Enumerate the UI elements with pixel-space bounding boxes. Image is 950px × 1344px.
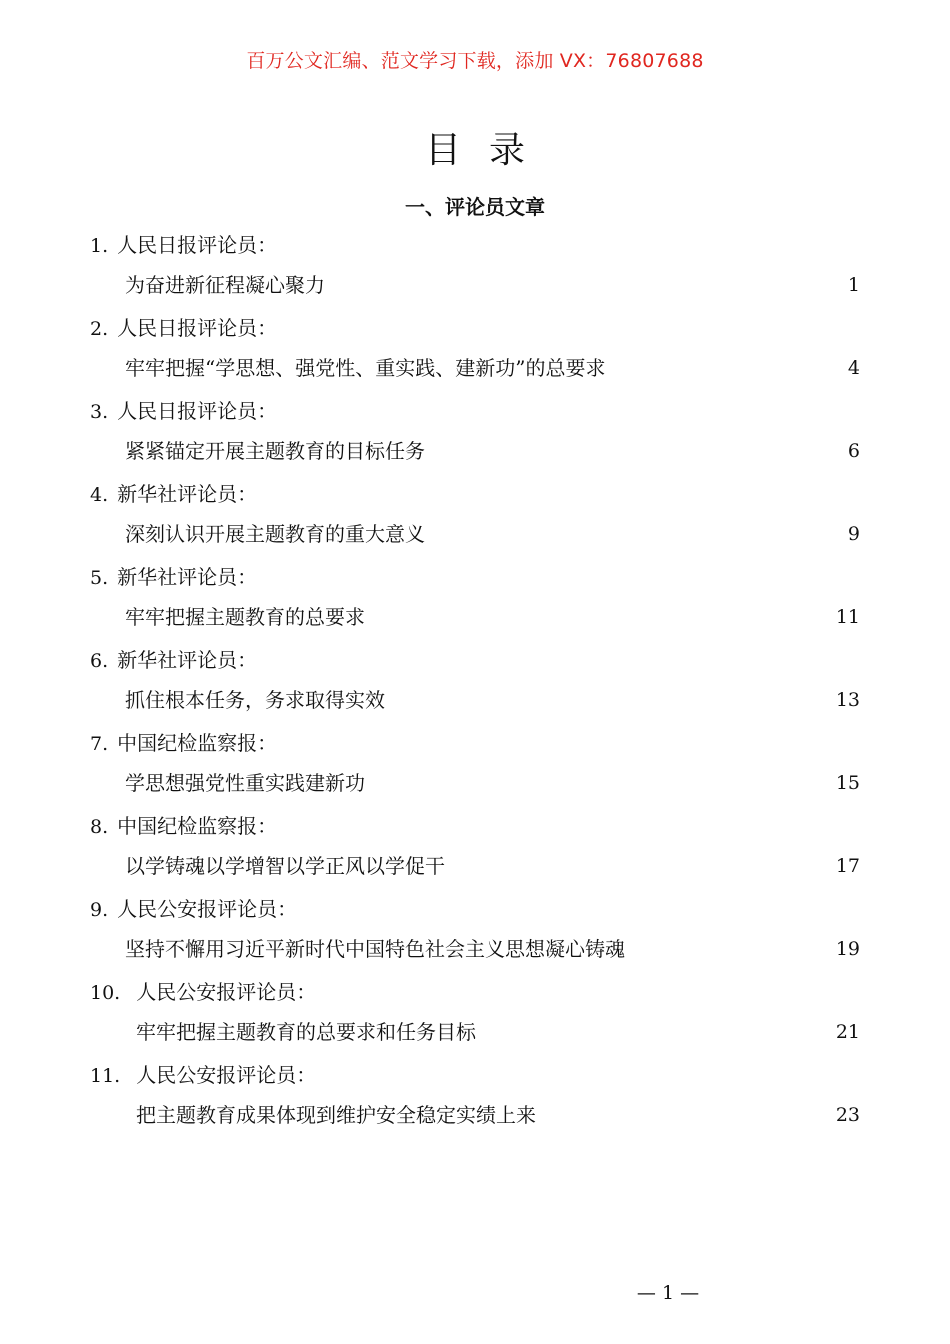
entry-source: 新华社评论员： xyxy=(117,648,258,672)
entry-title-line[interactable] xyxy=(125,682,860,718)
entry-title-line[interactable] xyxy=(125,516,860,552)
entry-source: 人民公安报评论员： xyxy=(136,980,317,1004)
document-title: 目录 xyxy=(424,130,553,171)
entry-number: 6. xyxy=(90,650,109,672)
entry-title-line[interactable] xyxy=(125,848,860,884)
toc-entry-5 xyxy=(0,559,950,642)
entry-source: 新华社评论员： xyxy=(117,482,258,506)
toc-entry-6 xyxy=(0,642,950,725)
entry-number: 11. xyxy=(90,1065,121,1087)
entry-title: 抓住根本任务，务求取得实效 xyxy=(125,688,385,712)
entry-number: 10. xyxy=(90,982,121,1004)
entry-title: 牢牢把握“学思想、强党性、重实践、建新功”的总要求 xyxy=(125,356,606,380)
entry-source-line xyxy=(90,310,277,346)
entry-page-number: 4 xyxy=(847,357,860,379)
entry-title: 学思想强党性重实践建新功 xyxy=(125,771,365,795)
entry-page-number: 21 xyxy=(835,1021,860,1043)
toc-entry-8 xyxy=(0,808,950,891)
entry-source-line xyxy=(90,1057,316,1093)
entry-title: 牢牢把握主题教育的总要求 xyxy=(125,605,365,629)
entry-page-number: 15 xyxy=(835,772,860,794)
toc-entry-1 xyxy=(0,227,950,310)
entry-page-number: 23 xyxy=(835,1104,860,1126)
entry-page-number: 6 xyxy=(847,440,860,462)
entry-source: 人民公安报评论员： xyxy=(117,897,298,921)
entry-page-number: 19 xyxy=(835,938,860,960)
entry-page-number: 17 xyxy=(835,855,860,877)
entry-title-line[interactable] xyxy=(125,267,860,303)
entry-number: 9. xyxy=(90,899,109,921)
toc-entry-3 xyxy=(0,393,950,476)
entry-title: 把主题教育成果体现到维护安全稳定实绩上来 xyxy=(136,1103,536,1127)
entry-source-line xyxy=(90,642,257,678)
toc-entry-2 xyxy=(0,310,950,393)
entry-source: 中国纪检监察报： xyxy=(117,814,278,838)
entry-page-number: 1 xyxy=(847,274,860,296)
entry-source-line xyxy=(90,725,277,761)
entry-source: 人民日报评论员： xyxy=(117,233,278,257)
entry-page-number: 11 xyxy=(835,606,860,628)
entry-title: 深刻认识开展主题教育的重大意义 xyxy=(125,522,425,546)
entry-source: 中国纪检监察报： xyxy=(117,731,278,755)
entry-page-number: 9 xyxy=(847,523,860,545)
entry-title: 以学铸魂以学增智以学正风以学促干 xyxy=(125,854,445,878)
entry-title-line[interactable] xyxy=(136,1014,860,1050)
entry-number: 2. xyxy=(90,318,109,340)
entry-number: 3. xyxy=(90,401,109,423)
entry-number: 4. xyxy=(90,484,109,506)
watermark-header: 百万公文汇编、范文学习下载，添加 VX：76807688 xyxy=(246,50,704,72)
entry-source: 人民日报评论员： xyxy=(117,399,278,423)
entry-title-line[interactable] xyxy=(125,350,860,386)
entry-number: 8. xyxy=(90,816,109,838)
toc-entry-11 xyxy=(0,1057,950,1140)
entry-source: 人民日报评论员： xyxy=(117,316,278,340)
entry-source-line xyxy=(90,808,277,844)
table-of-contents xyxy=(0,227,950,1140)
entry-title-line[interactable] xyxy=(125,599,860,635)
entry-title-line[interactable] xyxy=(125,765,860,801)
entry-number: 7. xyxy=(90,733,109,755)
entry-source-line xyxy=(90,974,316,1010)
section-heading: 一、评论员文章 xyxy=(405,195,545,219)
entry-source-line xyxy=(90,393,277,429)
entry-source: 新华社评论员： xyxy=(117,565,258,589)
entry-title-line[interactable] xyxy=(136,1097,860,1133)
entry-source: 人民公安报评论员： xyxy=(136,1063,317,1087)
entry-title-line[interactable] xyxy=(125,433,860,469)
entry-number: 5. xyxy=(90,567,109,589)
toc-entry-4 xyxy=(0,476,950,559)
entry-source-line xyxy=(90,227,277,263)
toc-entry-7 xyxy=(0,725,950,808)
entry-title-line[interactable] xyxy=(125,931,860,967)
entry-number: 1. xyxy=(90,235,109,257)
entry-title: 坚持不懈用习近平新时代中国特色社会主义思想凝心铸魂 xyxy=(125,937,625,961)
toc-entry-9 xyxy=(0,891,950,974)
entry-source-line xyxy=(90,476,257,512)
toc-entry-10 xyxy=(0,974,950,1057)
entry-source-line xyxy=(90,891,297,927)
entry-title: 紧紧锚定开展主题教育的目标任务 xyxy=(125,439,425,463)
entry-title: 为奋进新征程凝心聚力 xyxy=(125,273,325,297)
entry-source-line xyxy=(90,559,257,595)
page-footer-number: — 1 — xyxy=(636,1282,700,1304)
entry-title: 牢牢把握主题教育的总要求和任务目标 xyxy=(136,1020,476,1044)
entry-page-number: 13 xyxy=(835,689,860,711)
